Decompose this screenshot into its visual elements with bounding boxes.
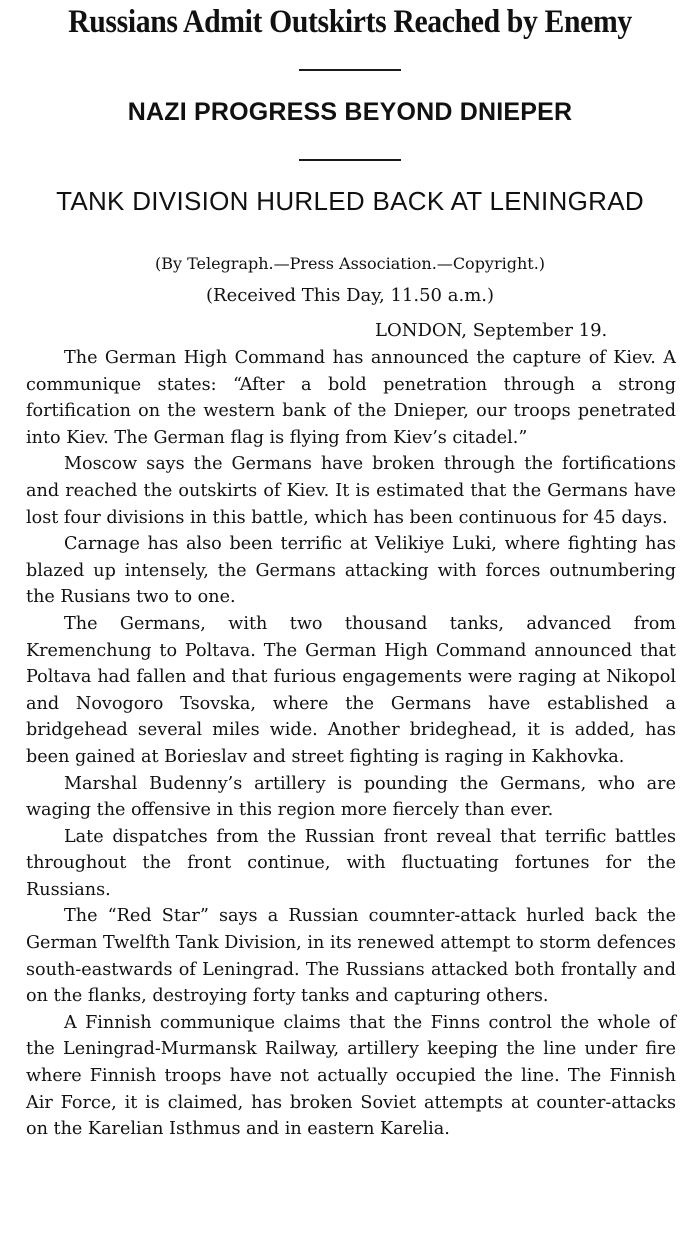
article-paragraph: Moscow says the Germans have broken through the fortifications and reached the outskirts of Kiev. It is estimated that the Germans have lost four divisions in this battle, which has been continuous for 45 days. (26, 454, 676, 528)
article-paragraph: A Finnish communique claims that the Finns control the whole of the Leningrad-Murmansk Railway, artillery keeping the line under fire where Finnish troops have not actually occupied the line. The Finnish Air Force, it is claimed, has broken Soviet attempts at counter-attacks on the Karelian Isthmus and in eastern Karelia. (26, 1012, 676, 1140)
received-time: (Received This Day, 11.50 a.m.) (206, 285, 494, 306)
headline-divider (299, 159, 401, 161)
article-paragraph: Marshal Budenny’s artillery is pounding the Germans, who are waging the offensive in this region more fiercely than ever. (26, 773, 676, 821)
article-body (26, 345, 676, 1143)
subheadline-leningrad: TANK DIVISION HURLED BACK AT LENINGRAD (56, 186, 644, 216)
article-paragraph: Carnage has also been terrific at Velikiye Luki, where fighting has blazed up intensely, the Germans attacking with forces outnumbering the Rusians two to one. (26, 534, 676, 608)
headline-divider (299, 69, 401, 71)
subheadline-dnieper: NAZI PROGRESS BEYOND DNIEPER (127, 98, 573, 126)
dateline: LONDON, September 19. (375, 320, 608, 341)
article-paragraph: Late dispatches from the Russian front reveal that terrific battles throughout the front continue, with fluctuating fortunes for the Russians. (26, 826, 676, 900)
main-headline: Russians Admit Outskirts Reached by Enemy (68, 4, 632, 40)
article-paragraph: The German High Command has announced the capture of Kiev. A communique states: “After a bold penetration through a strong fortification on the western bank of the Dnieper, our troops penetrated into Kiev. The German flag is flying from Kiev’s citadel.” (26, 348, 676, 448)
wire-credit: (By Telegraph.—Press Association.—Copyright.) (154, 254, 546, 273)
article-paragraph: The Germans, with two thousand tanks, advanced from Kremenchung to Poltava. The German High Command announced that Poltava had fallen and that furious engagements were raging at Nikopol and Novogoro Tsovska, where the Germans have established a bridgehead several miles wide. Another brideghead, it is added, has been gained at Borieslav and street fighting is raging in Kakhovka. (26, 613, 676, 767)
article-paragraph: The “Red Star” says a Russian coumnter-attack hurled back the German Twelfth Tank Division, in its renewed attempt to storm defences south-eastwards of Leningrad. The Russians attacked both frontally and on the flanks, destroying forty tanks and capturing others. (26, 906, 676, 1007)
